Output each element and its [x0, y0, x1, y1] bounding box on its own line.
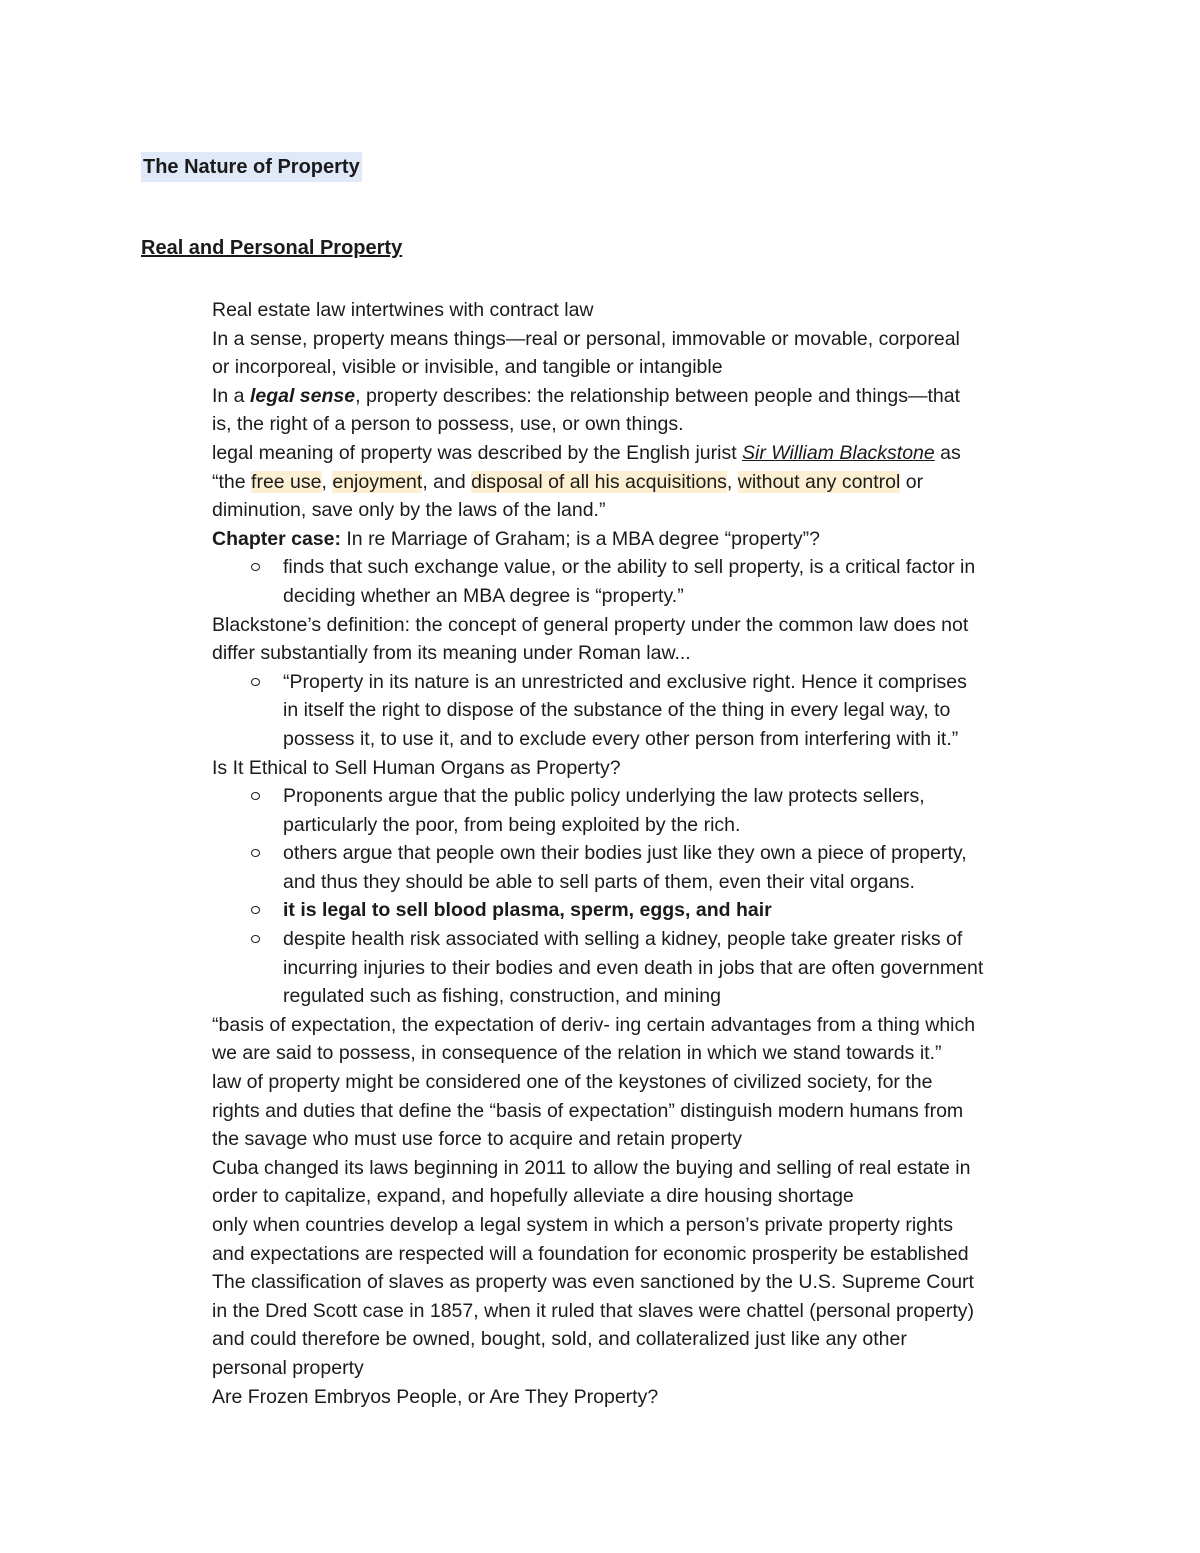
bullet-health-risk-line: regulated such as fishing, construction, and mining [283, 985, 721, 1008]
bullet-others-argue-line: and thus they should be able to sell parts of them, even their vital organs. [283, 870, 915, 893]
highlight-enjoyment: enjoyment [332, 470, 423, 493]
paragraph-embryos-question: Are Frozen Embryos People, or Are They Property? [212, 1385, 659, 1408]
notes-body [212, 296, 1072, 1411]
bullet-roman-law-quote: “Property in its nature is an unrestricted and exclusive right. Hence it comprises [212, 668, 1072, 697]
paragraph-organs-question: Is It Ethical to Sell Human Organs as Property? [212, 756, 621, 779]
highlight-free-use: free use [251, 470, 322, 493]
bullet-proponents: Proponents argue that the public policy underlying the law protects sellers, [212, 782, 1072, 811]
bullet-others-argue: others argue that people own their bodies just like they own a piece of property, [212, 839, 1072, 868]
paragraph-slaves-line: in the Dred Scott case in 1857, when it ruled that slaves were chattel (personal property) [212, 1299, 974, 1322]
paragraph-contract-law: Real estate law intertwines with contract law [212, 299, 594, 321]
paragraph-slaves-line: personal property [212, 1356, 364, 1379]
bullet-health-risk: despite health risk associated with selling a kidney, people take greater risks of [212, 925, 1072, 954]
bullet-legal-to-sell: it is legal to sell blood plasma, sperm, eggs, and hair [212, 896, 1072, 925]
bullet-roman-law-quote-line: in itself the right to dispose of the substance of the thing in every legal way, to [283, 699, 951, 722]
bullet-exchange-value: finds that such exchange value, or the ability to sell property, is a critical factor in [212, 553, 1072, 582]
paragraph-blackstone: legal meaning of property was described by the English jurist Sir William Blackstone as [212, 441, 961, 464]
paragraph-cuba: Cuba changed its laws beginning in 2011 to allow the buying and selling of real estate in [212, 1156, 971, 1179]
paragraph-property-things-line: or incorporeal, visible or invisible, and tangible or intangible [212, 356, 723, 379]
paragraph-basis-of-expectation: “basis of expectation, the expectation of deriv- ing certain advantages from a thing which [212, 1013, 976, 1036]
blackstone-quote: “the free use, enjoyment, and disposal of all his acquisitions, without any control or [212, 470, 924, 493]
bullet-exchange-value-line: deciding whether an MBA degree is “property.” [283, 584, 684, 607]
paragraph-slaves: The classification of slaves as property was even sanctioned by the U.S. Supreme Court [212, 1271, 974, 1294]
paragraph-legal-sense-line: is, the right of a person to possess, use, or own things. [212, 413, 684, 436]
section-heading: Real and Personal Property [141, 237, 403, 259]
paragraph-law-of-property-line: the savage who must use force to acquire and retain property [212, 1128, 743, 1151]
paragraph-blackstone-definition: Blackstone’s definition: the concept of general property under the common law does not [212, 613, 969, 636]
highlight-disposal: disposal of all his acquisitions [471, 470, 727, 493]
bullet-proponents-line: particularly the poor, from being exploited by the rich. [283, 813, 741, 836]
paragraph-law-of-property: law of property might be considered one of the keystones of civilized society, for the [212, 1071, 933, 1094]
page-title: The Nature of Property [141, 152, 362, 182]
paragraph-property-things-line: In a sense, property means things—real or personal, immovable or movable, corporeal [212, 327, 960, 350]
paragraph-blackstone-definition-line: differ substantially from its meaning under Roman law... [212, 642, 691, 665]
paragraph-slaves-line: and could therefore be owned, bought, sold, and collateralized just like any other [212, 1328, 907, 1351]
paragraph-cuba-line: order to capitalize, expand, and hopefully alleviate a dire housing shortage [212, 1185, 854, 1208]
paragraph-legal-system-line: and expectations are respected will a foundation for economic prosperity be established [212, 1242, 969, 1265]
paragraph-law-of-property-line: rights and duties that define the “basis of expectation” distinguish modern humans from [212, 1099, 964, 1122]
paragraph-legal-system: only when countries develop a legal system in which a person’s private property rights [212, 1214, 954, 1236]
chapter-case-label: Chapter case: [212, 527, 341, 550]
legal-sense-emphasis: legal sense [249, 384, 356, 407]
chapter-case: Chapter case: In re Marriage of Graham; is a MBA degree “property”? [212, 527, 821, 550]
bullet-roman-law-quote-line: possess it, to use it, and to exclude every other person from interfering with it.” [283, 727, 959, 750]
blackstone-quote-line: diminution, save only by the laws of the land.” [212, 499, 606, 522]
blackstone-link[interactable]: Sir William Blackstone [742, 441, 935, 464]
bullet-health-risk-line: incurring injuries to their bodies and even death in jobs that are often government [283, 956, 984, 979]
paragraph-basis-of-expectation-line: we are said to possess, in consequence of the relation in which we stand towards it.” [212, 1042, 942, 1065]
highlight-without-control: without any control [737, 470, 901, 493]
paragraph-legal-sense: In a legal sense, property describes: the relationship between people and things—that [212, 384, 960, 407]
